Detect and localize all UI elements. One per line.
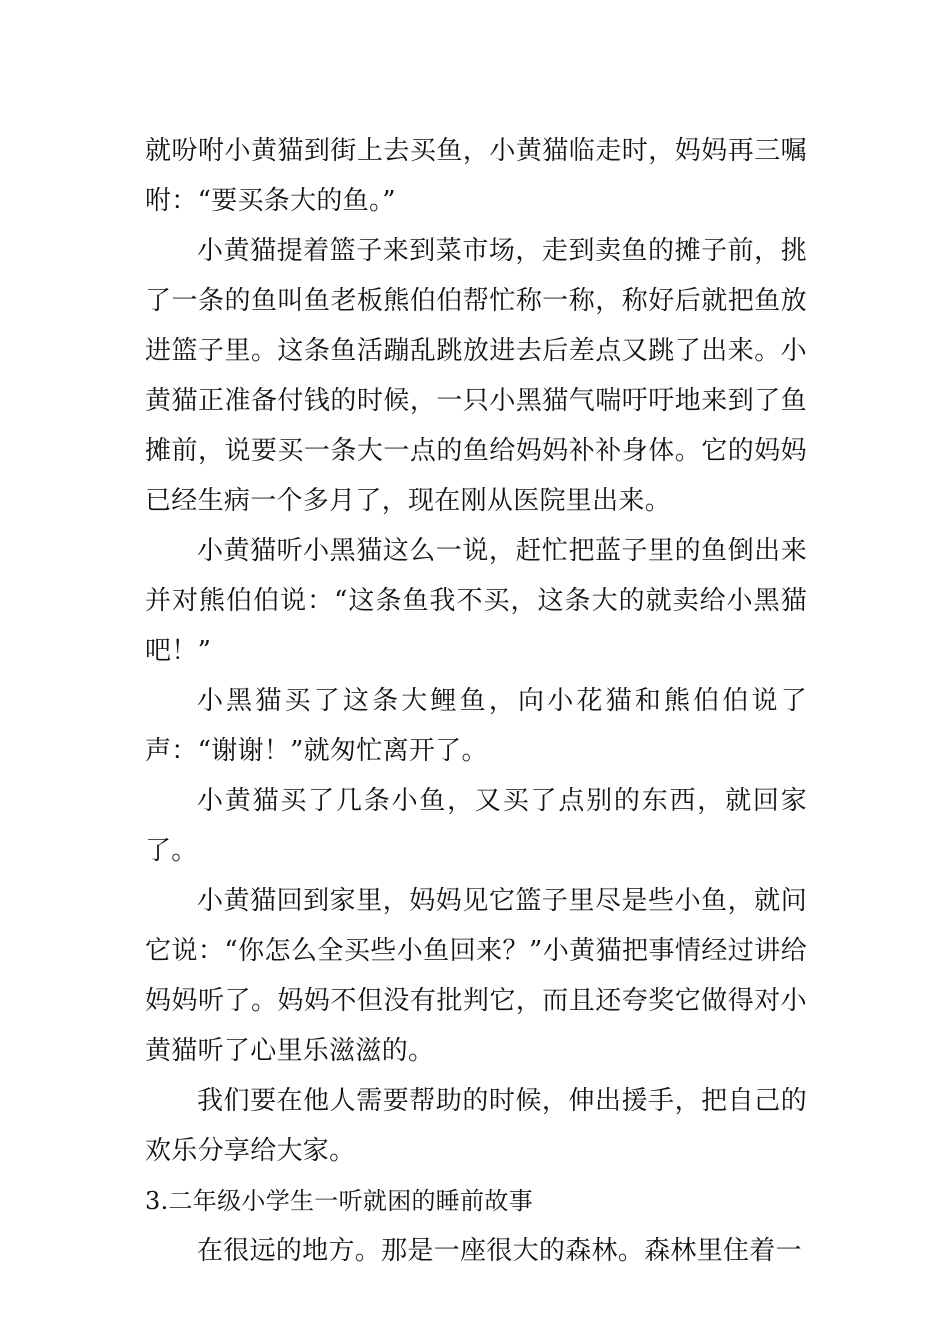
paragraph-home: 小黄猫回到家里，妈妈见它篮子里尽是些小鱼，就问它说：“你怎么全买些小鱼回来？”小黄猫把事情经过讲给妈妈听了。妈妈不但没有批判它，而且还夸奖它做得对小黄猫听了心里乐滋滋的。 (145, 886, 807, 1066)
document-page (145, 126, 807, 1276)
paragraph-continued: 就吩咐小黄猫到街上去买鱼，小黄猫临走时，妈妈再三嘱咐：“要买条大的鱼。” (145, 136, 807, 216)
paragraph-forest: 在很远的地方。那是一座很大的森林。森林里住着一 (197, 1236, 802, 1266)
paragraph-moral: 我们要在他人需要帮助的时候，伸出援手，把自己的欢乐分享给大家。 (145, 1086, 807, 1166)
paragraph-give-fish: 小黄猫听小黑猫这么一说，赶忙把蓝子里的鱼倒出来并对熊伯伯说：“这条鱼我不买，这条大的就卖给小黑猫吧！” (145, 536, 807, 666)
paragraph-small-fish: 小黄猫买了几条小鱼，又买了点别的东西，就回家了。 (145, 786, 807, 866)
section-heading: 3.二年级小学生一听就困的睡前故事 (145, 1187, 533, 1215)
paragraph-thanks: 小黑猫买了这条大鲤鱼，向小花猫和熊伯伯说了声：“谢谢！”就匆忙离开了。 (145, 686, 807, 766)
paragraph-market: 小黄猫提着篮子来到菜市场，走到卖鱼的摊子前，挑了一条的鱼叫鱼老板熊伯伯帮忙称一称，称好后就把鱼放进篮子里。这条鱼活蹦乱跳放进去后差点又跳了出来。小黄猫正准备付钱的时候，一只小黑猫气喘吁吁地来到了鱼摊前，说要买一条大一点的鱼给妈妈补补身体。它的妈妈已经生病一个多月了，现在刚从医院里出来。 (145, 236, 807, 516)
